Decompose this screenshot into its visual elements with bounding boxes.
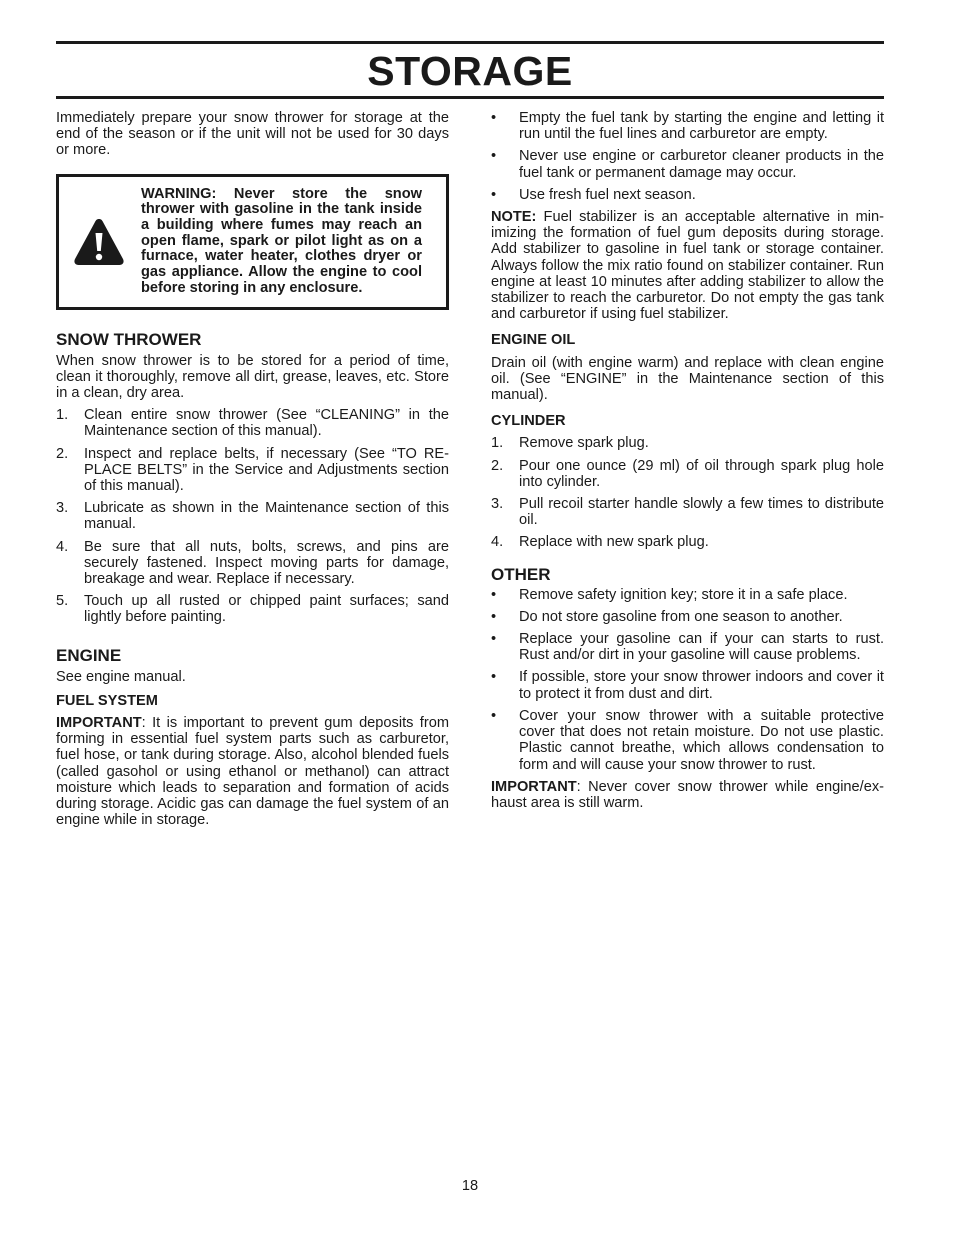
bullet: • [491, 110, 497, 126]
list-item-text: Inspect and replace belts, if necessary (See “TO RE-PLACE BELTS” in the Service and Adjustments section of this manual). [84, 445, 449, 495]
list-item-text: Clean entire snow thrower (See “CLEANING” in the Maintenance section of this manual). [84, 407, 449, 440]
other-bullets [491, 587, 884, 773]
warning-box [56, 174, 449, 310]
snow-thrower-heading: SNOW THROWER [56, 329, 202, 349]
bullet: • [491, 631, 497, 648]
list-item-text: Remove safety ignition key; store it in a safe place. [519, 586, 848, 603]
list-item [491, 435, 884, 451]
warning-triangle-icon [72, 216, 126, 268]
list-item-text: If possible, store your snow thrower indoors and cover it to protect it from dust and dirt. [519, 669, 884, 702]
list-item [491, 187, 884, 203]
list-item [56, 446, 449, 495]
note-text: Fuel stabilizer is an acceptable alternative in min-imizing the formation of fuel gum deposits during storage. Add stabilizer to gasoline in fuel tank or storage container. Always follow the mix ratio found on stabilizer container. Run engine at least 10 minutes after adding stabilizer to allow the stabilizer to reach the carburetor. Do not empty the gas tank and carburetor if using fuel stabilizer. [491, 209, 884, 323]
snow-thrower-paragraph: When snow thrower is to be stored for a period of time, clean it thoroughly, remove all dirt, grease, leaves, etc. Store in a clean, dry area. [56, 352, 449, 402]
list-item [491, 534, 884, 550]
note-paragraph [491, 209, 884, 322]
page-title: STORAGE [367, 48, 573, 94]
fuel-system-heading: FUEL SYSTEM [56, 692, 158, 709]
fuel-system-paragraph [56, 715, 449, 828]
left-column [56, 110, 449, 828]
list-item [491, 631, 884, 663]
fuel-bullets [491, 110, 884, 203]
list-item-text: Empty the fuel tank by starting the engine and letting it run until the fuel lines and carburetor are empty. [519, 110, 884, 143]
list-number: 4. [56, 538, 69, 555]
important-label: IMPORTANT [491, 778, 577, 795]
engine-heading: ENGINE [56, 645, 122, 665]
list-item [491, 458, 884, 490]
list-number: 3. [491, 496, 504, 513]
bullet: • [491, 608, 497, 625]
list-item-text: Do not store gasoline from one season to another. [519, 608, 843, 625]
list-item [491, 708, 884, 773]
cylinder-heading: CYLINDER [491, 413, 566, 430]
important-label: IMPORTANT [56, 715, 142, 732]
fuel-system-text: : It is important to prevent gum deposits from forming in essential fuel system parts such as carburetor, fuel hose, or tank during storage. Also, alcohol blended fuels (called gasohol or using ethanol or methanol) can attract moisture which leads to separation and formation of acids during storage. Acidic gas can damage the fuel system of an engine while in storage. [56, 715, 449, 829]
list-item-text: Touch up all rusted or chipped paint surfaces; sand lightly before painting. [84, 593, 449, 626]
list-item [56, 539, 449, 588]
engine-oil-heading: ENGINE OIL [491, 332, 576, 349]
list-item-text: Pour one ounce (29 ml) of oil through spark plug hole into cylinder. [519, 457, 884, 490]
title-rule-bottom [56, 96, 884, 99]
right-column [491, 110, 884, 811]
list-item [56, 500, 449, 532]
list-number: 1. [491, 435, 504, 452]
list-item-text: Cover your snow thrower with a suitable protective cover that does not retain moisture. Do not use plastic. Plastic cannot breathe, which allows condensation to form and will cause your snow thrower to rust. [519, 707, 884, 773]
list-number: 5. [56, 593, 69, 610]
list-number: 2. [491, 457, 504, 474]
note-label: NOTE: [491, 209, 537, 226]
list-item-text: Pull recoil starter handle slowly a few times to distribute oil. [519, 496, 884, 529]
bullet: • [491, 707, 497, 724]
list-item-text: Remove spark plug. [519, 435, 649, 452]
cylinder-steps [491, 435, 884, 550]
list-number: 2. [56, 445, 69, 462]
warning-text: WARNING: Never store the snow thrower with gasoline in the tank inside a building where fumes may reach an open flame, spark or pilot light as on a furnace, water heater, clothes dryer or gas appliance. Allow the engine to cool before storing in any enclosure. [141, 185, 422, 296]
list-item [491, 587, 884, 603]
bullet: • [491, 186, 497, 203]
list-item-text: Replace your gasoline can if your can starts to rust. Rust and/or dirt in your gasoline will cause problems. [519, 631, 884, 664]
list-item-text: Use fresh fuel next season. [519, 186, 696, 203]
list-item-text: Never use engine or carburetor cleaner products in the fuel tank or permanent damage may occur. [519, 148, 884, 181]
list-item-text: Replace with new spark plug. [519, 534, 709, 551]
list-number: 1. [56, 407, 69, 424]
engine-oil-paragraph: Drain oil (with engine warm) and replace with clean engine oil. (See “ENGINE” in the Maintenance section of this manual). [491, 354, 884, 404]
list-item [56, 593, 449, 625]
list-item [491, 609, 884, 625]
important-text: : Never cover snow thrower while engine/ex-haust area is still warm. [491, 778, 884, 811]
list-item [491, 110, 884, 142]
list-number: 3. [56, 500, 69, 517]
list-number: 4. [491, 534, 504, 551]
other-heading: OTHER [491, 564, 551, 584]
bullet: • [491, 669, 497, 686]
engine-paragraph: See engine manual. [56, 668, 186, 685]
list-item-text: Be sure that all nuts, bolts, screws, and pins are securely fastened. Inspect moving parts for damage, breakage and wear. Replace if necessary. [84, 538, 449, 588]
bullet: • [491, 148, 497, 165]
list-item [56, 407, 449, 439]
list-item [491, 669, 884, 701]
bullet: • [491, 586, 497, 603]
list-item [491, 496, 884, 528]
important-paragraph [491, 779, 884, 811]
title-rule-top [56, 41, 884, 44]
page-number: 18 [461, 1178, 479, 1194]
snow-thrower-steps [56, 407, 449, 625]
list-item [491, 148, 884, 180]
intro-paragraph: Immediately prepare your snow thrower for storage at the end of the season or if the unit will not be used for 30 days or more. [56, 110, 449, 159]
list-item-text: Lubricate as shown in the Maintenance section of this manual. [84, 500, 449, 533]
